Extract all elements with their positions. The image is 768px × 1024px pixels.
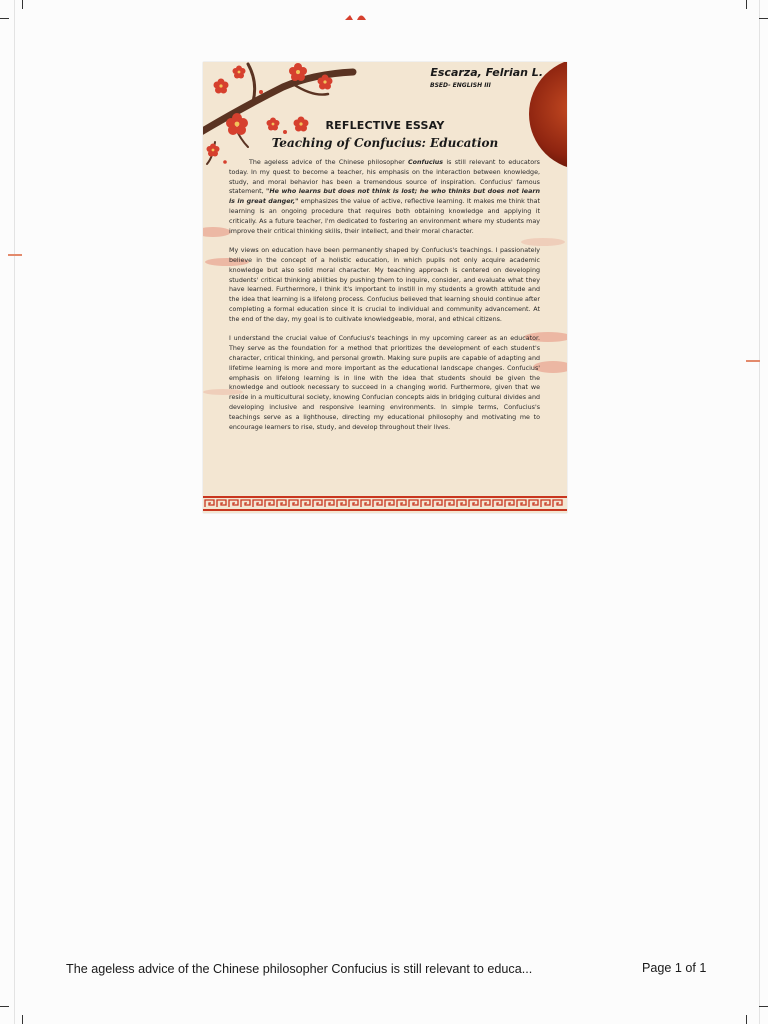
essay-paragraph-2: My views on education have been permanently shaped by Confucius's teachings. I passionately believe in the concept of a holistic education, in which pupils not only acquire academic knowledge but also solid moral character. My teaching approach is centered on developing students' critical thinking abilities by pushing them to inquire, consider, and evaluate what they have learned. Furthermore, I think it's important to instill in my students a growth attitude and the idea that learning is a lifelong process. Confucius believed that learning should continue after completing a formal education since it is crucial to individual and community advancement. At the end of the day, my goal is to cultivate knowledgeable, moral, and ethical citizens. [229, 247, 540, 323]
document-caption: The ageless advice of the Chinese philosopher Confucius is still relevant to educa... [66, 962, 533, 976]
essay-paragraph-3: I understand the crucial value of Confucius's teachings in my upcoming career as an educator. They serve as the foundation for a method that prioritizes the development of each student's character, critical thinking, and personal growth. Making sure pupils are capable of adapting and lifetime learning is more and more important as the educational landscape changes. Confucius' emphasis on lifelong learning is in line with the idea that students should be given the knowledge and outlook necessary to succeed in a changing world. Furthermore, given that we reside in a multicultural society, knowing Confucian concepts aids in bridging cultural divides and developing inclusive and responsive learning environments. In simple terms, Confucius's teachings serve as a lighthouse, directing my educational philosophy and motivating me to encourage learners to rise, study, and develop throughout their lives. [229, 335, 540, 431]
essay-body [229, 158, 540, 442]
crop-mark-top-right-v [746, 0, 747, 9]
crop-mark-top-left-h [0, 18, 9, 19]
stray-blossom-top [342, 11, 372, 21]
crop-mark-bottom-left-h [0, 1006, 9, 1007]
crop-mark-bottom-right-h [759, 1006, 768, 1007]
page-right-edge [759, 0, 760, 1024]
course-label: BSED- ENGLISH III [430, 82, 491, 89]
paragraph-1-text-c: emphasizes the value of active, reflective learning. It makes me think that learning is an ongoing procedure that requires both obtaining knowledge and applying it critically. As a future teacher, I'm dedicated to fostering an environment where my students may improve their critical thinking skills, their intellect, and their moral character. [229, 198, 540, 235]
author-name: Escarza, Felrian L. [430, 66, 543, 79]
crop-mark-top-left-v [22, 0, 23, 9]
paragraph-1-text-b: is still relevant to educators today. In my quest to become a teacher, his emphasis on the interaction between knowledge, study, and moral behavior has been a tremendous source of inspiration. Confucius' famous statement, [229, 159, 540, 196]
chinese-key-border [203, 493, 567, 513]
crop-mark-bottom-left-v [22, 1015, 23, 1024]
philosopher-name: Confucius [408, 159, 444, 166]
confucius-quote: "He who learns but does not think is lost; he who thinks but does not learn is in great danger," [229, 188, 540, 206]
essay-document [203, 62, 567, 513]
essay-paragraph-1 [229, 158, 540, 236]
crop-mark-top-right-h [759, 18, 768, 19]
stray-cloud-right [746, 358, 762, 364]
page-left-edge [14, 0, 15, 1024]
page-indicator: Page 1 of 1 [642, 961, 707, 975]
crop-mark-bottom-right-v [746, 1015, 747, 1024]
paragraph-1-text-a: The ageless advice of the Chinese philosopher [249, 159, 409, 166]
stray-cloud-left [8, 252, 24, 258]
essay-subtitle: Teaching of Confucius: Education [271, 136, 499, 150]
essay-title: REFLECTIVE ESSAY [325, 119, 445, 132]
